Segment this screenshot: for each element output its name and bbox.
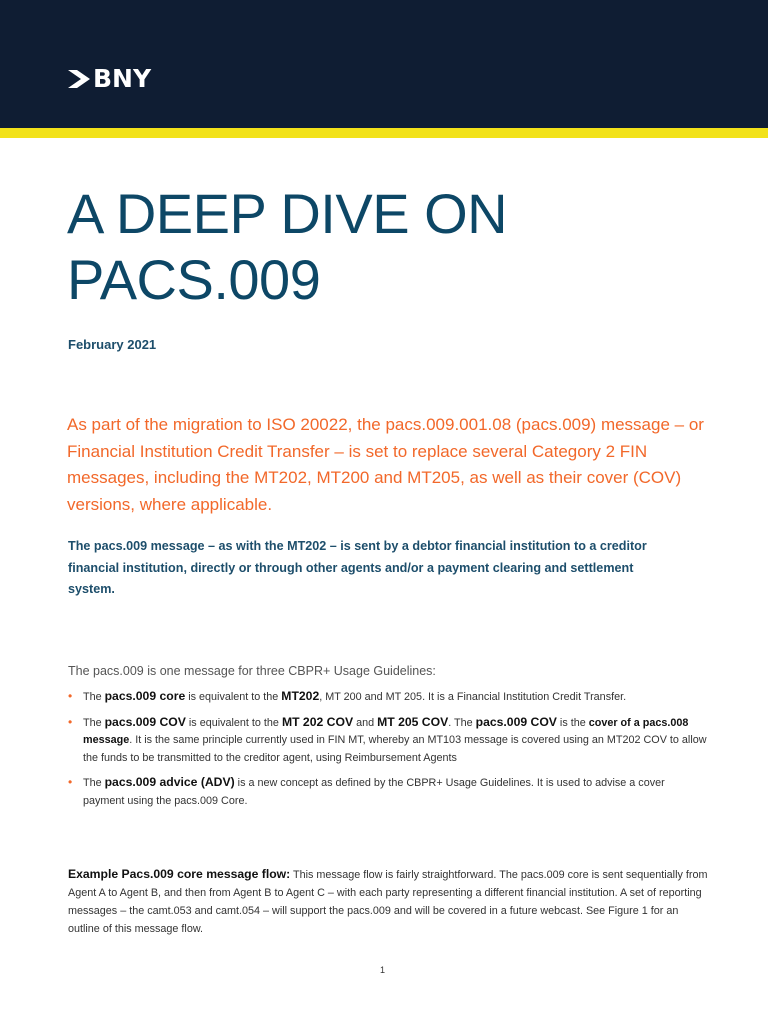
bullet-bold: pacs.009 COV	[104, 714, 186, 729]
bullet-text: The	[83, 716, 105, 729]
bullet-bold: pacs.009 advice (ADV)	[104, 775, 235, 789]
bullet-text: The	[83, 691, 105, 703]
bullet-text: . The	[448, 716, 476, 729]
example-paragraph	[68, 865, 708, 938]
page-header	[0, 0, 768, 128]
bullet-text: . It is the same principle currently used in FIN MT, whereby an MT103 message is covered using an MT202 COV to allow the funds to be transmitted to the creditor agent, using Reimbursement Agents	[83, 734, 707, 764]
bullet-icon: •	[68, 714, 73, 729]
list-item	[68, 714, 708, 768]
bullet-bold: MT202	[281, 689, 320, 703]
example-label: Example Pacs.009 core message flow:	[68, 867, 291, 881]
bullet-bold: MT 202 COV	[281, 714, 354, 729]
page-number: 1	[380, 965, 386, 975]
bullet-text: and	[353, 716, 378, 729]
list-item	[68, 688, 708, 707]
bullet-text: is equivalent to the	[185, 716, 282, 729]
bullet-text: , MT 200 and MT 205. It is a Financial Institution Credit Transfer.	[319, 691, 627, 703]
title-line-2: PACS.009	[67, 248, 321, 311]
bullet-bold: cover of a pacs.008 message	[83, 716, 689, 746]
bny-logo	[68, 64, 151, 94]
logo-text: BNY	[93, 64, 152, 93]
intro-text: The pacs.009 is one message for three CBPR+ Usage Guidelines:	[68, 664, 436, 678]
lead-paragraph: As part of the migration to ISO 20022, the pacs.009.001.08 (pacs.009) message – or Financial Institution Credit Transfer – is set to replace several Category 2 FIN messages, including the MT202, MT200 and MT205, as well as their cover (COV) versions, where applicable.	[67, 415, 704, 514]
document-title	[67, 181, 707, 313]
bullet-text: is a new concept as defined by the CBPR+ Usage Guidelines. It is used to advise a cover payment using the pacs.009 Core.	[83, 777, 665, 807]
bullet-text: is the	[556, 716, 589, 729]
bullet-text: The	[83, 777, 105, 789]
arrow-logo-icon	[68, 70, 90, 88]
accent-rule	[0, 128, 768, 138]
usage-guidelines-list	[68, 688, 708, 817]
bullet-bold: pacs.009 core	[104, 689, 186, 703]
bullet-bold: MT 205 COV	[377, 714, 449, 729]
bullet-text: is equivalent to the	[185, 691, 282, 703]
title-line-1: A DEEP DIVE ON	[67, 182, 508, 245]
publication-date: February 2021	[68, 337, 157, 352]
example-text: This message flow is fairly straightforward. The pacs.009 core is sent sequentially from Agent A to Agent B, and then from Agent B to Agent C – with each party representing a different financial institution. A set of reporting messages – the camt.053 and camt.054 – will support the pacs.009 and will be covered in a future webcast. See Figure 1 for an outline of this message flow.	[68, 869, 708, 935]
list-item	[68, 774, 708, 810]
bullet-bold: pacs.009 COV	[475, 714, 557, 729]
summary-paragraph: The pacs.009 message – as with the MT202 – is sent by a debtor financial institution to a creditor financial institution, directly or through other agents and/or a payment clearing and settlement system.	[68, 539, 647, 596]
bullet-icon: •	[68, 689, 73, 703]
bullet-icon: •	[68, 775, 73, 789]
